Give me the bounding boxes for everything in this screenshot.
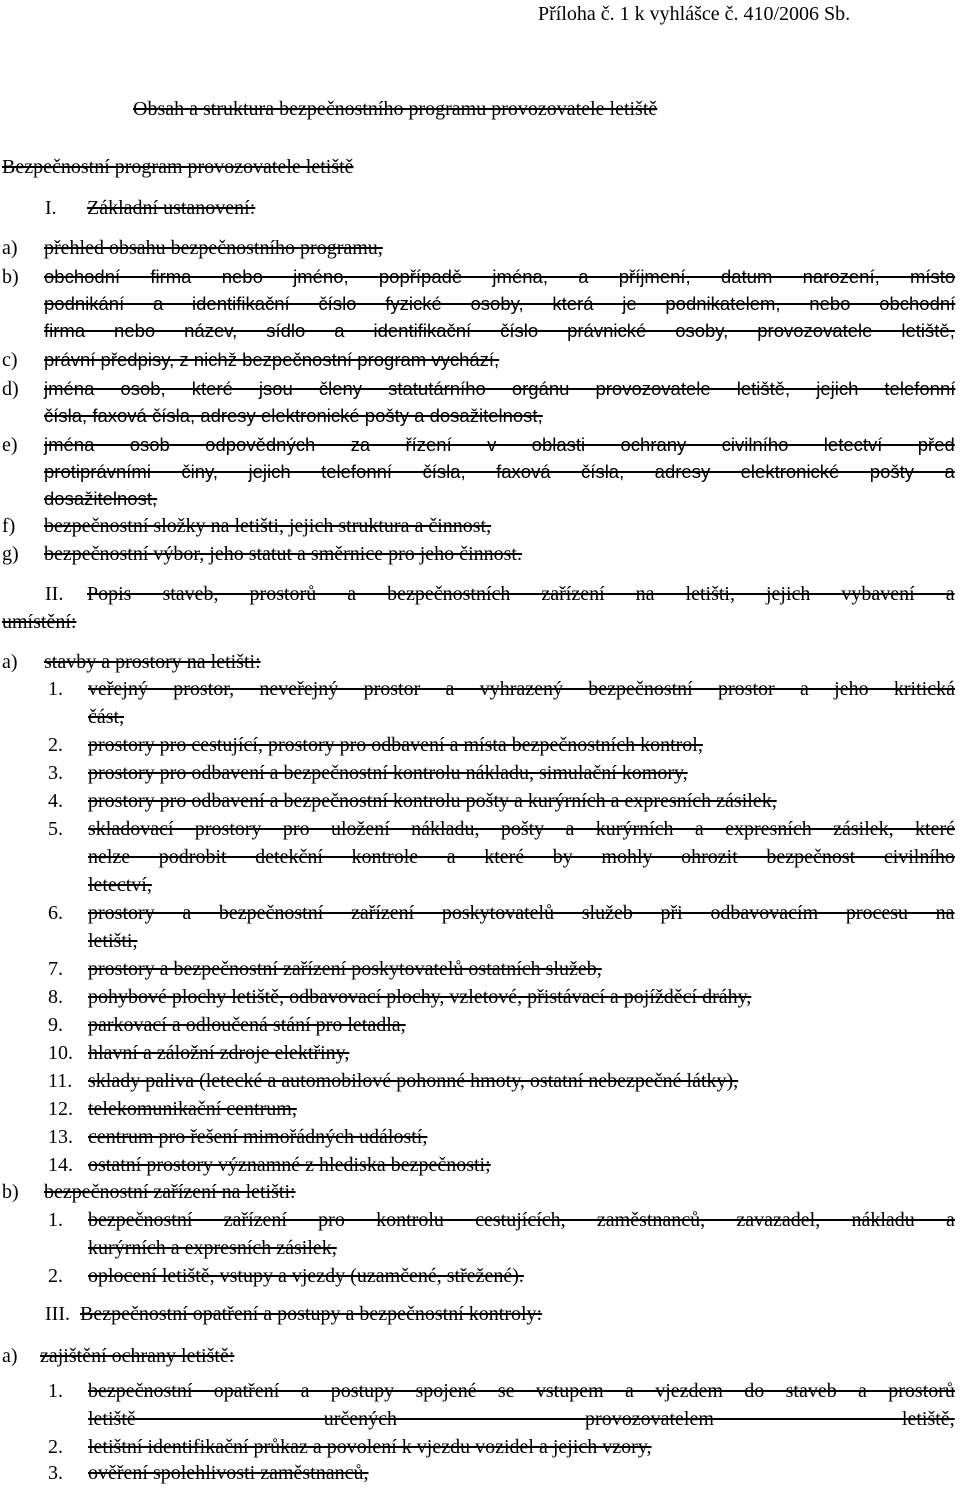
list-item: ověření spolehlivosti zaměstnanců, [88, 1462, 369, 1484]
subsection-label: a) [2, 1345, 18, 1367]
section-3-title: Bezpečnostní opatření a postupy a bezpečnostní kontroly: [80, 1303, 543, 1325]
list-number: 4. [48, 790, 63, 812]
subsection-title: bezpečnostní zařízení na letišti: [44, 1181, 296, 1203]
item-text: čísla, faxová čísla, adresy elektronické pošty a dosažitelnost, [44, 405, 543, 426]
list-number: 13. [48, 1126, 73, 1148]
item-text: bezpečnostní výbor, jeho statut a směrnice pro jeho činnost. [44, 543, 522, 565]
item-text: bezpečnostní složky na letišti, jejich struktura a činnost, [44, 515, 492, 537]
list-number: 2. [48, 1436, 63, 1458]
list-number: 2. [48, 1265, 63, 1287]
subsection-title: stavby a prostory na letišti: [44, 651, 261, 673]
list-number: 3. [48, 1462, 63, 1484]
item-text: přehled obsahu bezpečnostního programu, [44, 237, 383, 259]
item-text: jména osob, které jsou členy statutárního orgánu provozovatele letiště, jejich telefonní [44, 378, 956, 399]
item-text: firma nebo název, sídlo a identifikační číslo právnické osoby, provozovatele letiště, [44, 320, 955, 341]
item-label: b) [2, 266, 19, 288]
list-number: 1. [48, 1380, 63, 1402]
list-number: 1. [48, 1209, 63, 1231]
list-item: skladovací prostory pro uložení nákladu, pošty a kurýrních a expresních zásilek, které [88, 818, 956, 840]
list-item: ostatní prostory významné z hlediska bezpečnosti; [88, 1154, 491, 1176]
list-item: letišti, [88, 930, 138, 952]
list-item: letištní identifikační průkaz a povolení k vjezdu vozidel a jejich vzory, [88, 1436, 652, 1458]
list-item: letectví, [88, 874, 152, 896]
list-item: kurýrních a expresních zásilek, [88, 1237, 337, 1259]
list-item: centrum pro řešení mimořádných událostí, [88, 1126, 428, 1148]
item-label: e) [2, 434, 18, 456]
list-number: 3. [48, 762, 63, 784]
item-text: obchodní firma nebo jméno, popřípadě jména, a příjmení, datum narození, místo [44, 266, 956, 287]
item-text: protiprávními činy, jejich telefonní čísla, faxová čísla, adresy elektronické pošty a [44, 461, 955, 482]
list-item: veřejný prostor, neveřejný prostor a vyhrazený bezpečnostní prostor a jeho kritická [88, 678, 955, 700]
item-text: právní předpisy, z nichž bezpečnostní program vychází, [44, 349, 500, 370]
list-item: část, [88, 706, 125, 728]
list-item: sklady paliva (letecké a automobilové pohonné hmoty, ostatní nebezpečné látky), [88, 1070, 739, 1092]
subsection-label: b) [2, 1181, 19, 1203]
list-number: 8. [48, 986, 63, 1008]
page-header: Příloha č. 1 k vyhlášce č. 410/2006 Sb. [538, 3, 851, 25]
list-number: 12. [48, 1098, 73, 1120]
item-text: dosažitelnost, [44, 488, 158, 509]
item-label: f) [2, 515, 16, 537]
list-item: prostory pro cestující, prostory pro odbavení a místa bezpečnostních kontrol, [88, 734, 703, 756]
list-item: bezpečnostní zařízení pro kontrolu cestujících, zaměstnanců, zavazadel, nákladu a [88, 1209, 955, 1231]
section-1-title: Základní ustanovení: [87, 197, 256, 219]
list-number: 10. [48, 1042, 73, 1064]
list-number: 2. [48, 734, 63, 756]
item-text: jména osob odpovědných za řízení v oblasti ochrany civilního letectví před [44, 434, 955, 455]
list-item: parkovací a odloučená stání pro letadla, [88, 1014, 406, 1036]
list-item: prostory a bezpečnostní zařízení poskytovatelů ostatních služeb, [88, 958, 602, 980]
list-item: prostory pro odbavení a bezpečnostní kontrolu nákladu, simulační komory, [88, 762, 688, 784]
list-number: 11. [48, 1070, 73, 1092]
list-item: letiště určených provozovatelem letiště, [88, 1408, 955, 1430]
section-2-number: II. [45, 583, 64, 605]
section-1-number: I. [45, 197, 57, 219]
section-2-title: umístění: [2, 611, 77, 633]
subsection-title: zajištění ochrany letiště: [40, 1345, 235, 1367]
subsection-label: a) [2, 651, 18, 673]
item-label: c) [2, 349, 18, 371]
list-item: hlavní a záložní zdroje elektřiny, [88, 1042, 350, 1064]
item-label: g) [2, 543, 19, 565]
list-number: 1. [48, 678, 63, 700]
list-item: telekomunikační centrum, [88, 1098, 297, 1120]
list-number: 6. [48, 902, 63, 924]
item-text: podnikání a identifikační číslo fyzické osoby, která je podnikatelem, nebo obchodní [44, 293, 956, 314]
list-item: pohybové plochy letiště, odbavovací plochy, vzletové, přistávací a pojížděcí dráhy, [88, 986, 752, 1008]
document-title: Obsah a struktura bezpečnostního programu provozovatele letiště [133, 98, 658, 120]
list-item: prostory a bezpečnostní zařízení poskytovatelů služeb při odbavovacím procesu na [88, 902, 955, 924]
list-number: 5. [48, 818, 63, 840]
document-subtitle: Bezpečnostní program provozovatele letiště [2, 156, 354, 178]
list-item: bezpečnostní opatření a postupy spojené se vstupem a vjezdem do staveb a prostorů [88, 1380, 955, 1402]
item-label: d) [2, 378, 19, 400]
list-number: 14. [48, 1154, 73, 1176]
list-number: 7. [48, 958, 63, 980]
item-label: a) [2, 237, 18, 259]
list-item: prostory pro odbavení a bezpečnostní kontrolu pošty a kurýrních a expresních zásilek, [88, 790, 777, 812]
list-item: oplocení letiště, vstupy a vjezdy (uzamčené, střežené). [88, 1265, 524, 1287]
list-number: 9. [48, 1014, 63, 1036]
section-2-title: Popis staveb, prostorů a bezpečnostních zařízení na letišti, jejich vybavení a [87, 583, 955, 605]
section-3-number: III. [45, 1303, 70, 1325]
list-item: nelze podrobit detekční kontrole a které by mohly ohrozit bezpečnost civilního [88, 846, 955, 868]
